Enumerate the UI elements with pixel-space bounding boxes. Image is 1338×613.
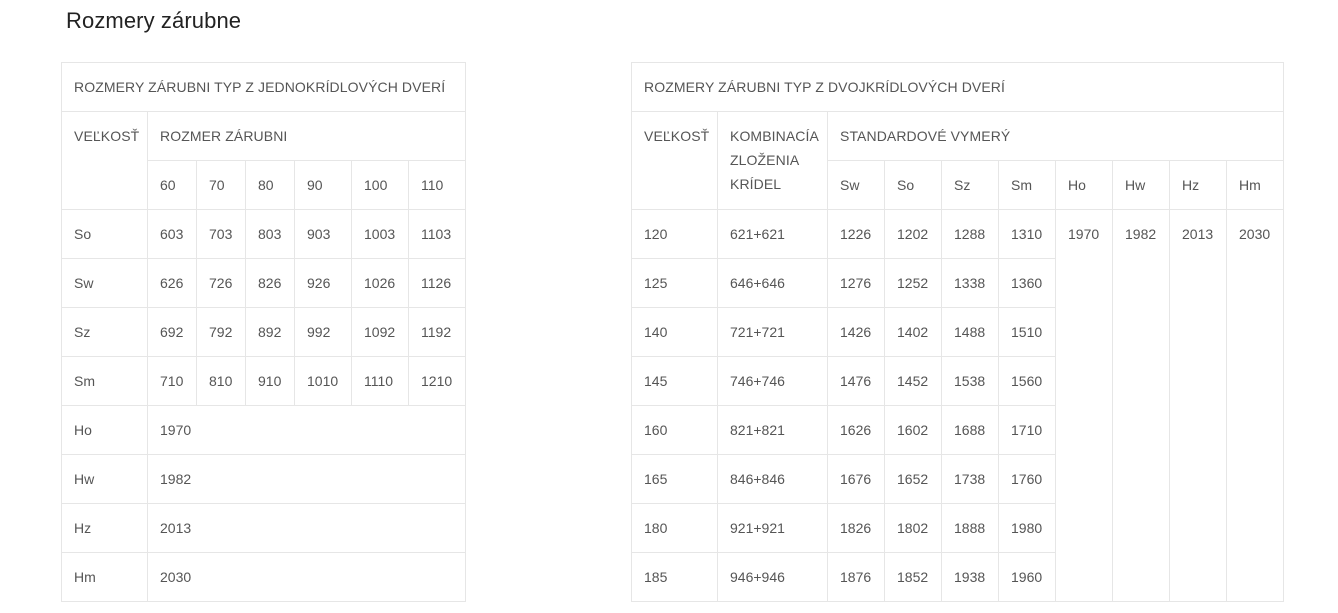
width-header: 70 [197, 161, 246, 210]
size-cell: 125 [632, 259, 718, 308]
table-row [62, 455, 466, 504]
size-cell: 160 [632, 406, 718, 455]
table-cell: 826 [246, 259, 295, 308]
row-label: Sz [62, 308, 148, 357]
table-cell: 1510 [999, 308, 1056, 357]
table-caption: ROZMERY ZÁRUBNI TYP Z JEDNOKRÍDLOVÝCH DVERÍ [62, 63, 466, 112]
table-cell: 1010 [295, 357, 352, 406]
width-header: 110 [409, 161, 466, 210]
width-header: 60 [148, 161, 197, 210]
table-cell: 1426 [828, 308, 885, 357]
table-cell: 1602 [885, 406, 942, 455]
table-cell: 1276 [828, 259, 885, 308]
table-row [632, 112, 1284, 161]
table-cell: 892 [246, 308, 295, 357]
table-cell: 1802 [885, 504, 942, 553]
row-label: Hm [62, 553, 148, 602]
table-cell: 1980 [999, 504, 1056, 553]
table-cell: 1960 [999, 553, 1056, 602]
table-cell: 926 [295, 259, 352, 308]
table-cell: 910 [246, 357, 295, 406]
row-label: Hz [62, 504, 148, 553]
table-cell: 1970 [148, 406, 466, 455]
combination-cell: 946+946 [718, 553, 828, 602]
sub-header: Sm [999, 161, 1056, 210]
table-cell: 1738 [942, 455, 999, 504]
table-cell: 2013 [148, 504, 466, 553]
size-cell: 140 [632, 308, 718, 357]
table-row [62, 308, 466, 357]
size-cell: 180 [632, 504, 718, 553]
table-cell: 1676 [828, 455, 885, 504]
combination-cell: 721+721 [718, 308, 828, 357]
single-door-frame-table [61, 62, 466, 602]
table-cell: 1852 [885, 553, 942, 602]
table-row [62, 112, 466, 161]
table-cell: 1110 [352, 357, 409, 406]
table-cell: 1402 [885, 308, 942, 357]
table-cell: 1652 [885, 455, 942, 504]
page-title: Rozmery zárubne [66, 8, 242, 33]
table-cell: 603 [148, 210, 197, 259]
size-cell: 120 [632, 210, 718, 259]
table-row [62, 210, 466, 259]
sub-header: Hz [1170, 161, 1227, 210]
table-row [62, 63, 466, 112]
table-cell: 1938 [942, 553, 999, 602]
table-cell: 1626 [828, 406, 885, 455]
height-cell: 2030 [1227, 210, 1284, 602]
table-cell: 1560 [999, 357, 1056, 406]
width-header: 90 [295, 161, 352, 210]
table-cell: 1003 [352, 210, 409, 259]
frame-size-header: ROZMER ZÁRUBNI [148, 112, 466, 161]
table-cell: 1488 [942, 308, 999, 357]
table-cell: 1982 [148, 455, 466, 504]
row-label: Ho [62, 406, 148, 455]
table-cell: 810 [197, 357, 246, 406]
sub-header: Sw [828, 161, 885, 210]
table-cell: 2030 [148, 553, 466, 602]
combination-cell: 646+646 [718, 259, 828, 308]
table-cell: 1226 [828, 210, 885, 259]
size-cell: 165 [632, 455, 718, 504]
table-cell: 1210 [409, 357, 466, 406]
height-cell: 1970 [1056, 210, 1113, 602]
table-row [62, 357, 466, 406]
sub-header: Ho [1056, 161, 1113, 210]
table-cell: 1126 [409, 259, 466, 308]
row-label: Hw [62, 455, 148, 504]
table-row [62, 553, 466, 602]
combination-cell: 621+621 [718, 210, 828, 259]
table-row [62, 259, 466, 308]
sub-header: Hm [1227, 161, 1284, 210]
table-cell: 1360 [999, 259, 1056, 308]
combination-cell: 921+921 [718, 504, 828, 553]
sub-header: Hw [1113, 161, 1170, 210]
double-door-frame-table [631, 62, 1284, 602]
table-cell: 803 [246, 210, 295, 259]
table-cell: 1826 [828, 504, 885, 553]
table-cell: 1476 [828, 357, 885, 406]
table-cell: 992 [295, 308, 352, 357]
height-cell: 1982 [1113, 210, 1170, 602]
height-cell: 2013 [1170, 210, 1227, 602]
table-cell: 1760 [999, 455, 1056, 504]
sub-header: So [885, 161, 942, 210]
table-row [62, 504, 466, 553]
size-header: VEĽKOSŤ [62, 112, 148, 210]
table-cell: 1288 [942, 210, 999, 259]
table-row [62, 406, 466, 455]
sub-header: Sz [942, 161, 999, 210]
width-header: 80 [246, 161, 295, 210]
table-cell: 726 [197, 259, 246, 308]
combination-cell: 821+821 [718, 406, 828, 455]
standard-sizes-header: STANDARDOVÉ VYMERÝ [828, 112, 1284, 161]
table-cell: 1452 [885, 357, 942, 406]
table-cell: 1202 [885, 210, 942, 259]
table-cell: 1092 [352, 308, 409, 357]
width-header: 100 [352, 161, 409, 210]
table-row [632, 210, 1284, 259]
combination-cell: 846+846 [718, 455, 828, 504]
size-header: VEĽKOSŤ [632, 112, 718, 210]
table-caption: ROZMERY ZÁRUBNI TYP Z DVOJKRÍDLOVÝCH DVERÍ [632, 63, 1284, 112]
table-cell: 1888 [942, 504, 999, 553]
table-cell: 1876 [828, 553, 885, 602]
table-cell: 626 [148, 259, 197, 308]
table-cell: 692 [148, 308, 197, 357]
table-cell: 792 [197, 308, 246, 357]
row-label: So [62, 210, 148, 259]
table-cell: 1192 [409, 308, 466, 357]
combination-header: KOMBINACÍA ZLOŽENIA KRÍDEL [718, 112, 828, 210]
table-cell: 903 [295, 210, 352, 259]
table-cell: 1252 [885, 259, 942, 308]
table-cell: 1710 [999, 406, 1056, 455]
row-label: Sm [62, 357, 148, 406]
table-cell: 703 [197, 210, 246, 259]
table-cell: 1310 [999, 210, 1056, 259]
table-cell: 710 [148, 357, 197, 406]
combination-cell: 746+746 [718, 357, 828, 406]
table-cell: 1026 [352, 259, 409, 308]
table-cell: 1338 [942, 259, 999, 308]
table-row [632, 63, 1284, 112]
table-cell: 1538 [942, 357, 999, 406]
table-cell: 1103 [409, 210, 466, 259]
row-label: Sw [62, 259, 148, 308]
table-cell: 1688 [942, 406, 999, 455]
size-cell: 185 [632, 553, 718, 602]
size-cell: 145 [632, 357, 718, 406]
